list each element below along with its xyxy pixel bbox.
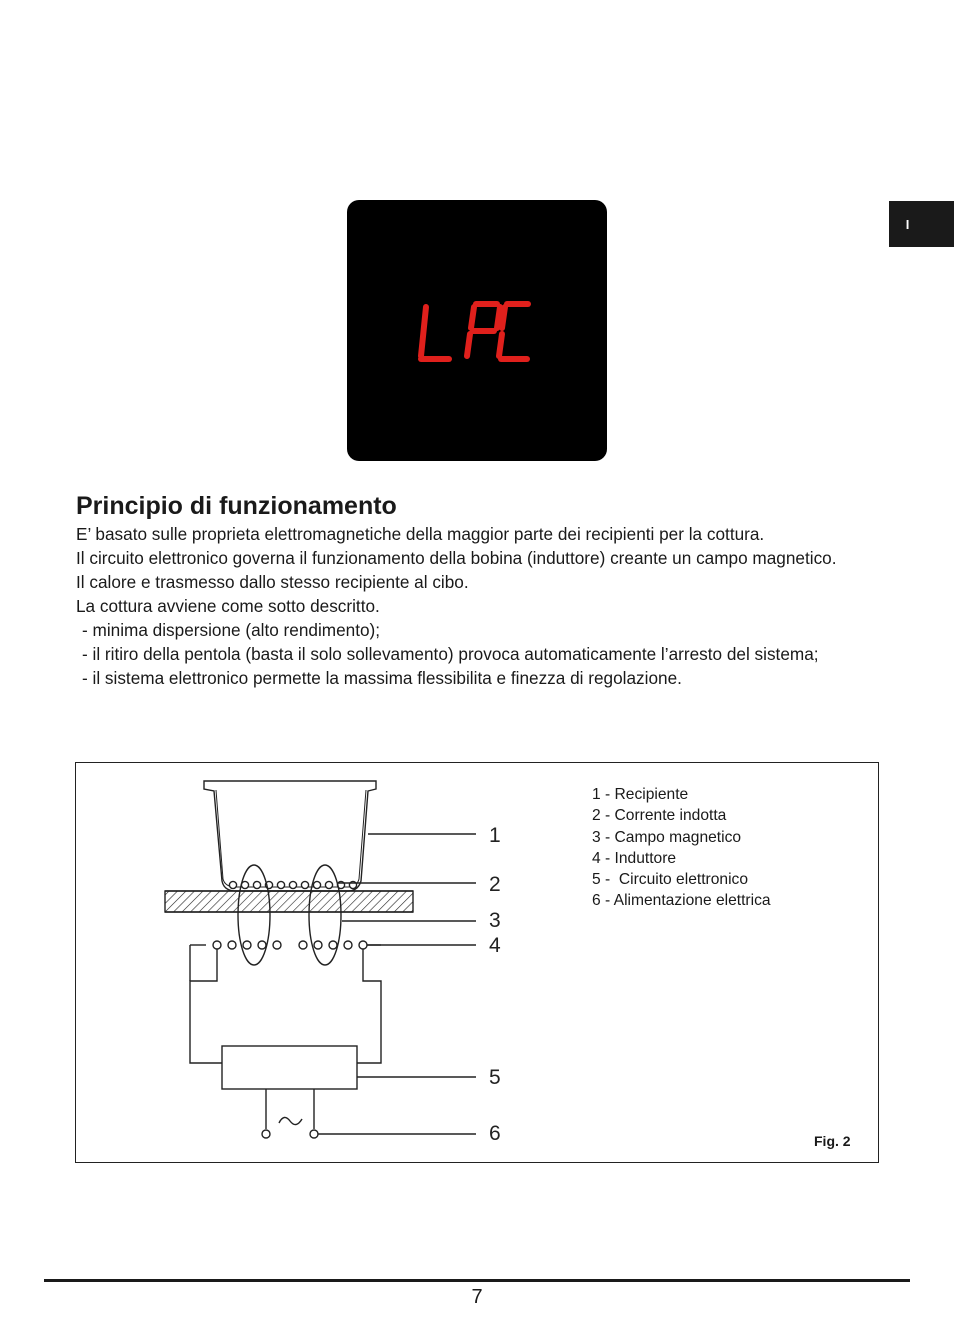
legend-item: 5 - Circuito elettronico bbox=[592, 871, 748, 889]
induced-current-circle bbox=[253, 881, 260, 888]
induced-current-circle bbox=[229, 881, 236, 888]
segment-c-left-lower bbox=[499, 334, 502, 356]
segment-c-left-upper bbox=[502, 307, 505, 328]
legend-item: 1 - Recipiente bbox=[592, 786, 689, 803]
footer-rule bbox=[44, 1279, 910, 1282]
supply-terminal-right bbox=[310, 1130, 318, 1138]
pot-outline bbox=[204, 781, 376, 891]
induced-current-circle bbox=[325, 881, 332, 888]
bullet-item: - il ritiro della pentola (basta il solo sollevamento) provoca automaticamente l’arresto del sistema; bbox=[82, 644, 819, 664]
figure-caption: Fig. 2 bbox=[814, 1133, 851, 1149]
ac-symbol-icon bbox=[279, 1117, 302, 1124]
control-display-panel bbox=[347, 200, 607, 461]
bullet-item: - minima dispersione (alto rendimento); bbox=[82, 620, 381, 640]
inductor-coil-circle bbox=[243, 941, 251, 949]
induced-current-circle bbox=[301, 881, 308, 888]
induced-current-circle bbox=[313, 881, 320, 888]
inductor-coil-circle bbox=[344, 941, 352, 949]
inductor-coil-circle bbox=[273, 941, 281, 949]
lpc-readout bbox=[347, 200, 607, 461]
hob-glass bbox=[165, 891, 413, 912]
callout-3: 3 bbox=[489, 909, 501, 932]
supply-terminal-left bbox=[262, 1130, 270, 1138]
segment-l-vertical bbox=[421, 307, 426, 356]
segment-p-left-upper bbox=[471, 307, 474, 328]
inductor-coil-circle bbox=[228, 941, 236, 949]
section-body bbox=[76, 522, 879, 690]
language-tab: I bbox=[889, 201, 954, 247]
magnetic-field-ellipse-right bbox=[309, 865, 341, 965]
pot-inner-wall bbox=[216, 790, 366, 887]
induction-diagram-figure bbox=[75, 762, 879, 1163]
inductor-coil-circle bbox=[314, 941, 322, 949]
inductor-coil-circle bbox=[359, 941, 367, 949]
inductor-coil-circles bbox=[213, 941, 367, 949]
legend-item: 4 - Induttore bbox=[592, 849, 677, 867]
inductor-coil-circle bbox=[258, 941, 266, 949]
legend-item: 3 - Campo magnetico bbox=[592, 828, 742, 846]
callout-2: 2 bbox=[489, 873, 501, 896]
callout-1: 1 bbox=[489, 824, 501, 847]
callout-6: 6 bbox=[489, 1122, 501, 1145]
paragraph: Il calore e trasmesso dallo stesso recipiente al cibo. bbox=[76, 572, 469, 592]
paragraph: E’ basato sulle proprieta elettromagnetiche della maggior parte dei recipienti per la cottura. bbox=[76, 524, 765, 544]
figure-legend bbox=[592, 784, 771, 912]
inductor-coil-circle bbox=[213, 941, 221, 949]
induced-current-circle bbox=[289, 881, 296, 888]
magnetic-field-ellipse-left bbox=[238, 865, 270, 965]
callout-4: 4 bbox=[489, 934, 501, 957]
inductor-coil-circle bbox=[299, 941, 307, 949]
wire-right bbox=[357, 949, 381, 1063]
legend-item: 2 - Corrente indotta bbox=[592, 807, 727, 825]
paragraph: Il circuito elettronico governa il funzionamento della bobina (induttore) creante un campo magnetico. bbox=[76, 548, 837, 568]
induced-current-circle bbox=[277, 881, 284, 888]
callout-5: 5 bbox=[489, 1066, 501, 1089]
segment-p-left-lower bbox=[467, 334, 470, 356]
bullet-item: - il sistema elettronico permette la massima flessibilita e finezza di regolazione. bbox=[82, 668, 682, 688]
wire-left bbox=[190, 949, 222, 1063]
legend-item: 6 - Alimentazione elettrica bbox=[592, 892, 771, 910]
page-number: 7 bbox=[471, 1286, 483, 1308]
section-title: Principio di funzionamento bbox=[76, 492, 397, 520]
paragraph: La cottura avviene come sotto descritto. bbox=[76, 596, 380, 616]
electronic-circuit-box bbox=[222, 1046, 357, 1089]
inductor-coil-circle bbox=[329, 941, 337, 949]
